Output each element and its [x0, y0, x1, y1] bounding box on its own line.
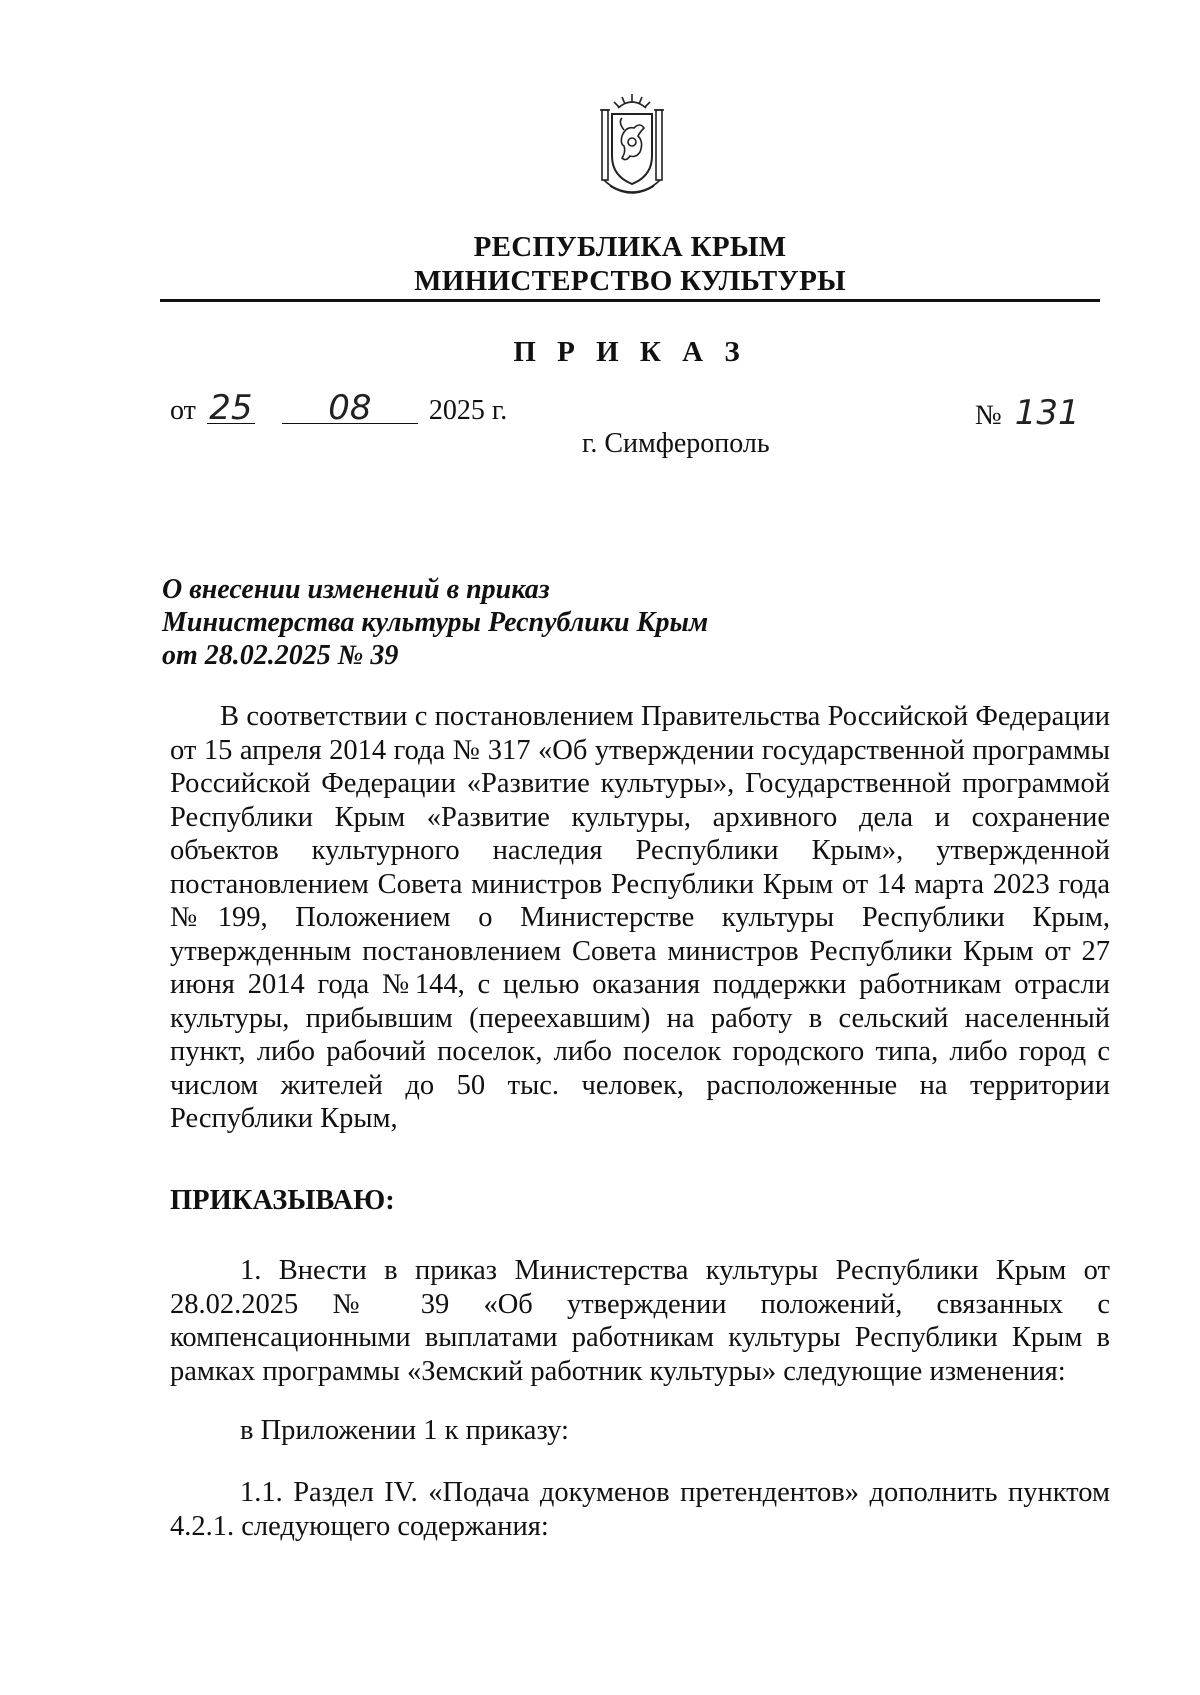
header-republic: РЕСПУБЛИКА КРЫМ [473, 231, 787, 263]
header-ministry: МИНИСТЕРСТВО КУЛЬТУРЫ [414, 265, 846, 297]
item-1-1-paragraph: 1.1. Раздел IV. «Подача докуменов претендентов» дополнить пунктом 4.2.1. следующего содержания: [170, 1477, 1110, 1542]
subject-line: от 28.02.2025 № 39 [162, 640, 399, 671]
order-subject [162, 573, 802, 672]
date-year: 2025 г. [428, 395, 508, 426]
order-title: П Р И К А З [513, 336, 747, 368]
date-month-handwritten: 08 [282, 393, 418, 424]
order-number [975, 393, 1080, 433]
number-prefix: № [975, 400, 1002, 431]
header-divider [160, 299, 1100, 302]
order-date [170, 388, 508, 428]
item-1-paragraph: 1. Внести в приказ Министерства культуры Республики Крым от 28.02.2025 № 39 «Об утверждении положений, связанных с компенсационными выплатами работникам культуры Республики Крым в рамках программы «Земский работник культуры» следующие изменения: [170, 1255, 1110, 1387]
subject-line: Министерства культуры Республики Крым [162, 607, 709, 638]
date-prefix: от [170, 395, 196, 426]
subject-line: О внесении изменений в приказ [162, 574, 550, 605]
decree-heading: ПРИКАЗЫВАЮ: [170, 1185, 395, 1216]
city-name: г. Симферополь [582, 428, 770, 459]
coat-of-arms-emblem [596, 92, 668, 200]
date-day-handwritten: 25 [207, 393, 255, 424]
preamble-paragraph: В соответствии с постановлением Правительства Российской Федерации от 15 апреля 2014 года № 317 «Об утверждении государственной программы Российской Федерации «Развитие культуры», Государственной программой Республики Крым «Развитие культуры, архивного дела и сохранение объектов культурного наследия Республики Крым», утвержденной постановлением Совета министров Республики Крым от 14 марта 2023 года №199, Положением о Министерстве культуры Республики Крым, утвержденным постановлением Совета министров Республики Крым от 27 июня 2014 года №144, с целью оказания поддержки работникам отрасли культуры, прибывшим (переехавшим) на работу в сельский населенный пункт, либо рабочий поселок, либо поселок городского типа, либо город с числом жителей до 50 тыс. человек, расположенные на территории Республики Крым, [170, 701, 1110, 1134]
appendix-paragraph: в Приложении 1 к приказу: [240, 1415, 569, 1446]
number-handwritten: 131 [1014, 393, 1080, 433]
